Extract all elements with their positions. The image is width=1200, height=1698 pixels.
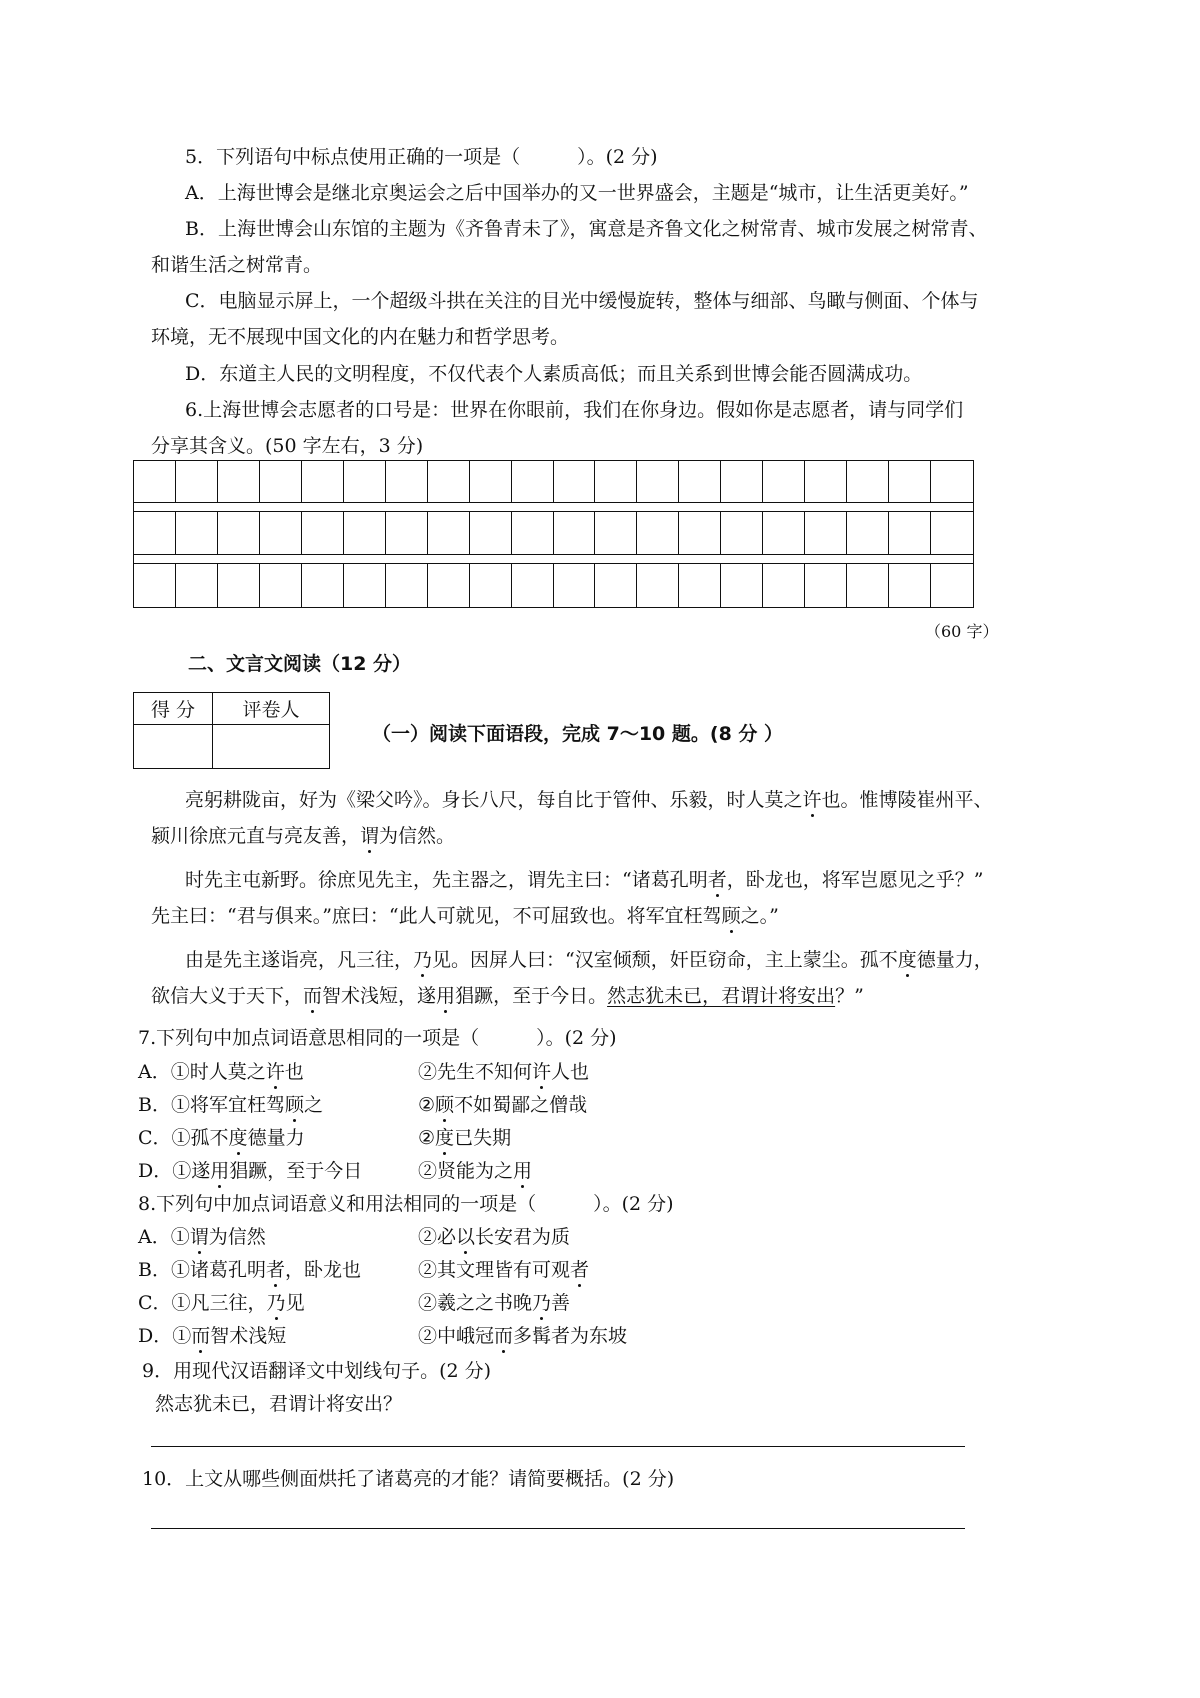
- grader-cell[interactable]: [213, 725, 330, 769]
- q5-option-c-line1: C．电脑显示屏上，一个超级斗拱在关注的目光中缓慢旋转，整体与细部、鸟瞰与侧面、个体与: [185, 290, 979, 312]
- q7-option-d1: D．①遂用猖蹶，至于今日: [138, 1160, 363, 1182]
- underlined-sentence: 然志犹未已，君谓计将安出: [607, 985, 836, 1007]
- q10-stem: 10．上文从哪些侧面烘托了诸葛亮的才能？请简要概括。(2 分): [142, 1468, 675, 1490]
- q7-option-c1: C．①孤不度德量力: [138, 1127, 305, 1149]
- q5-option-a: A．上海世博会是继北京奥运会之后中国举办的又一世界盛会，主题是“城市，让生活更美好。”: [185, 182, 969, 204]
- dotted-word: 用: [436, 985, 456, 1007]
- dotted-word: 用: [210, 1160, 230, 1182]
- q7-option-b1: B．①将军宜枉驾顾之: [138, 1094, 323, 1116]
- dotted-word: 乃: [266, 1292, 286, 1314]
- q8-option-c2: ②羲之之书晚乃善: [418, 1292, 571, 1314]
- dotted-word: 许: [532, 1061, 552, 1083]
- q8-option-b2: ②其文理皆有可观者: [418, 1259, 590, 1281]
- q5-option-c-line2: 环境，无不展现中国文化的内在魅力和哲学思考。: [151, 326, 570, 348]
- dotted-word: 而: [303, 985, 323, 1007]
- subsection-title: （一）阅读下面语段，完成 7～10 题。(8 分 ）: [372, 723, 784, 745]
- passage-line: 先主曰：“君与俱来。”庶曰：“此人可就见，不可屈致也。将军宜枉驾顾之。”: [151, 905, 779, 927]
- dotted-word: 谓: [360, 825, 380, 847]
- q7-option-d2: ②贤能为之用: [418, 1160, 533, 1182]
- q8-option-d2: ②中峨冠而多髯者为东坡: [418, 1325, 628, 1347]
- dotted-word: 者: [570, 1259, 590, 1281]
- q5-option-b-line2: 和谐生活之树常青。: [151, 254, 323, 276]
- q5-option-b-line1: B．上海世博会山东馆的主题为《齐鲁青未了》，寓意是齐鲁文化之树常青、城市发展之树常青、: [185, 218, 988, 240]
- passage-line: 亮躬耕陇亩，好为《梁父吟》。身长八尺，每自比于管仲、乐毅，时人莫之许也。惟博陵崔州平、: [185, 789, 993, 811]
- q8-option-c1: C．①凡三往，乃见: [138, 1292, 305, 1314]
- q6-stem-line2: 分享其含义。(50 字左右，3 分): [151, 435, 424, 457]
- score-cell[interactable]: [134, 725, 213, 769]
- score-header: 得 分: [134, 693, 213, 725]
- dotted-word: 而: [191, 1325, 211, 1347]
- writing-grid-row-2[interactable]: [133, 511, 974, 555]
- q7-stem: 7.下列句中加点词语意思相同的一项是（ ）。(2 分): [138, 1027, 617, 1049]
- passage-line: 时先主屯新野。徐庶见先主，先主器之，谓先主曰：“诸葛孔明者，卧龙也，将军岂愿见之乎？”: [185, 869, 984, 891]
- dotted-word: 许: [802, 789, 822, 811]
- dotted-word: 顾: [284, 1094, 304, 1116]
- dotted-word: 度: [228, 1127, 248, 1149]
- dotted-word: 用: [513, 1160, 533, 1182]
- grid-separator: [133, 503, 974, 511]
- dotted-word: 顾: [721, 905, 741, 927]
- q8-option-b1: B．①诸葛孔明者，卧龙也: [138, 1259, 361, 1281]
- dotted-word: 而: [494, 1325, 514, 1347]
- grid-separator: [133, 555, 974, 563]
- q9-stem: 9．用现代汉语翻译文中划线句子。(2 分): [142, 1360, 492, 1382]
- q6-stem-line1: 6.上海世博会志愿者的口号是：世界在你眼前，我们在你身边。假如你是志愿者，请与同学们: [185, 399, 964, 421]
- q7-option-a2: ②先生不知何许人也: [418, 1061, 590, 1083]
- dotted-word: 度: [897, 949, 917, 971]
- q9-answer-line[interactable]: [151, 1446, 965, 1447]
- dotted-word: 许: [265, 1061, 285, 1083]
- dotted-word: 乃: [532, 1292, 552, 1314]
- dotted-word: 者: [265, 1259, 285, 1281]
- q7-option-b2: ②顾不如蜀鄙之僧哉: [418, 1094, 588, 1116]
- q5-option-d: D．东道主人民的文明程度，不仅代表个人素质高低；而且关系到世博会能否圆满成功。: [185, 363, 923, 385]
- passage-line: 欲信大义于天下，而智术浅短，遂用猖蹶，至于今日。然志犹未已，君谓计将安出？”: [151, 985, 864, 1007]
- dotted-word: 以: [456, 1226, 476, 1248]
- passage-line: 颍川徐庶元直与亮友善，谓为信然。: [151, 825, 456, 847]
- q8-option-a2: ②必以长安君为质: [418, 1226, 571, 1248]
- section-title: 二、文言文阅读（12 分）: [188, 653, 412, 675]
- q5-stem: 5．下列语句中标点使用正确的一项是（ ）。(2 分): [185, 146, 658, 168]
- grid-char-count: （60 字）: [925, 622, 999, 641]
- q8-option-a1: A．①谓为信然: [138, 1226, 266, 1248]
- writing-grid-row-1[interactable]: [133, 460, 974, 503]
- dotted-word: 顾: [435, 1094, 455, 1116]
- writing-grid-row-3[interactable]: [133, 563, 974, 608]
- score-table: [133, 692, 330, 769]
- q8-stem: 8.下列句中加点词语意义和用法相同的一项是（ ）。(2 分): [138, 1193, 674, 1215]
- q10-answer-line[interactable]: [151, 1528, 965, 1529]
- dotted-word: 谓: [189, 1226, 209, 1248]
- dotted-word: 乃: [413, 949, 433, 971]
- q8-option-d1: D．①而智术浅短: [138, 1325, 287, 1347]
- grader-header: 评卷人: [213, 693, 330, 725]
- q9-sentence: 然志犹未已，君谓计将安出？: [155, 1393, 403, 1415]
- q7-option-a1: A．①时人莫之许也: [138, 1061, 304, 1083]
- dotted-word: 者: [707, 869, 727, 891]
- q7-option-c2: ②度已失期: [418, 1127, 512, 1149]
- dotted-word: 度: [435, 1127, 455, 1149]
- passage-line: 由是先主遂诣亮，凡三往，乃见。因屏人曰：“汉室倾颓，奸臣窃命，主上蒙尘。孤不度德量力，: [185, 949, 993, 971]
